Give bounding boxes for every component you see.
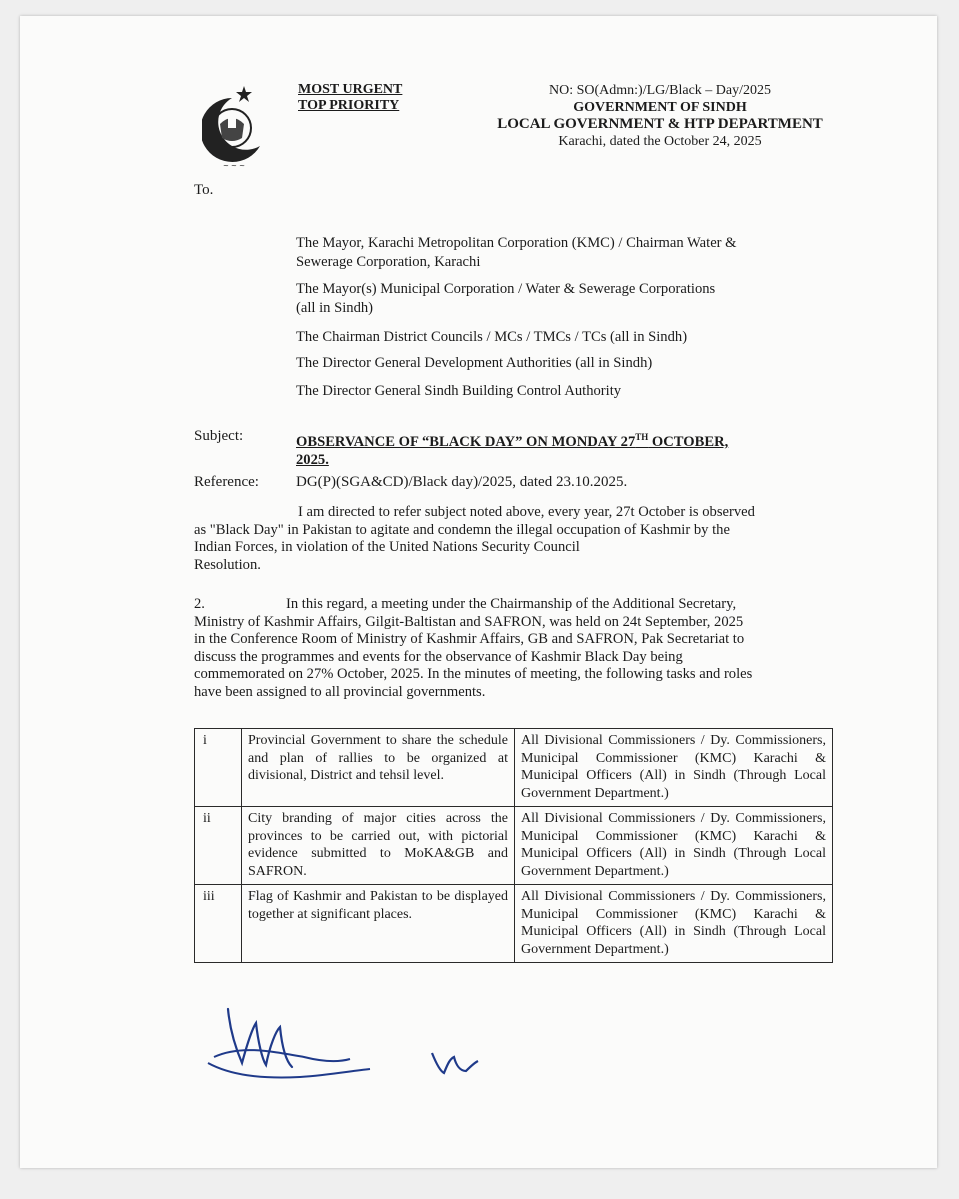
addressee-3-line-1: The Chairman District Councils / MCs / TMCs / TCs (all in Sindh) [296, 329, 688, 345]
addressee-5 [296, 382, 836, 401]
subject-line-2: 2025. [296, 451, 329, 468]
government-name: GOVERNMENT OF SINDH [573, 100, 747, 115]
task-responsibility: All Divisional Commissioners / Dy. Commissioners, Municipal Commissioner (KMC) Karachi & Municipal Officers (All) in Sindh (Through Local Government Department.) [515, 807, 833, 885]
subject-label: Subject: [194, 428, 244, 444]
addressee-1-line-1: The Mayor, Karachi Metropolitan Corporation (KMC) / Chairman Water & [296, 235, 737, 251]
addressee-3 [296, 328, 836, 347]
tasks-table [194, 728, 833, 963]
task-description: City branding of major cities across the provinces to be carried out, with pictorial evidence submitted to MoKA&GB and SAFRON. [242, 807, 515, 885]
paragraph-2-line-1: In this regard, a meeting under the Chairmanship of the Additional Secretary, [286, 596, 737, 612]
paragraph-1 [194, 504, 834, 574]
paragraph-1-line-1: I am directed to refer subject noted above, every year, 27t October is observed [298, 504, 755, 520]
to-label: To. [194, 182, 214, 198]
document-page [20, 16, 937, 1168]
table-row [195, 885, 833, 963]
addressee-1 [296, 234, 836, 272]
government-seal-icon [202, 84, 266, 170]
subject-superscript: TH [635, 432, 649, 442]
task-responsibility: All Divisional Commissioners / Dy. Commissioners, Municipal Commissioner (KMC) Karachi & Municipal Officers (All) in Sindh (Through Local Government Department.) [515, 729, 833, 807]
paragraph-2-line-3: in the Conference Room of Ministry of Kashmir Affairs, GB and SAFRON, Pak Secretariat to [194, 631, 745, 647]
addressee-2-line-1: The Mayor(s) Municipal Corporation / Water & Sewerage Corporations [296, 281, 716, 297]
reference-text: DG(P)(SGA&CD)/Black day)/2025, dated 23.10.2025. [296, 474, 628, 490]
subject-text [296, 428, 816, 469]
addressee-2-line-2: (all in Sindh) [296, 300, 374, 316]
task-number: ii [195, 807, 242, 885]
subject-line-1-end: OCTOBER, [648, 433, 729, 450]
letter-date: Karachi, dated the October 24, 2025 [558, 134, 762, 149]
paragraph-2-number: 2. [194, 596, 205, 612]
svg-text:~ ~ ~: ~ ~ ~ [222, 162, 246, 170]
addressee-2 [296, 280, 836, 318]
priority-line-2: TOP PRIORITY [298, 98, 400, 113]
table-row [195, 729, 833, 807]
subject-line-1: OBSERVANCE OF “BLACK DAY” ON MONDAY 27 [296, 433, 636, 450]
addressee-4 [296, 354, 836, 373]
addressee-5-line-1: The Director General Sindh Building Control Authority [296, 383, 622, 399]
reference-label: Reference: [194, 474, 259, 490]
addressee-1-line-2: Sewerage Corporation, Karachi [296, 254, 481, 270]
task-number: i [195, 729, 242, 807]
letterhead [460, 82, 860, 150]
paragraph-1-line-3: Indian Forces, in violation of the United Nations Security Council [194, 539, 580, 555]
paragraph-2-line-2: Ministry of Kashmir Affairs, Gilgit-Baltistan and SAFRON, was held on 24t September, 2025 [194, 613, 744, 630]
priority-marking [298, 82, 402, 114]
paragraph-1-line-2: as "Black Day" in Pakistan to agitate and condemn the illegal occupation of Kashmir by the [194, 521, 730, 538]
priority-line-1: MOST URGENT [298, 82, 403, 97]
paragraph-2-line-4: discuss the programmes and events for the observance of Kashmir Black Day being [194, 648, 683, 665]
table-row [195, 807, 833, 885]
task-description: Flag of Kashmir and Pakistan to be displayed together at significant places. [242, 885, 515, 963]
paragraph-1-line-4: Resolution. [194, 556, 261, 573]
paragraph-2 [194, 596, 834, 701]
signature-icon [200, 1001, 500, 1096]
department-name: LOCAL GOVERNMENT & HTP DEPARTMENT [497, 116, 823, 132]
paragraph-2-line-6: have been assigned to all provincial governments. [194, 683, 486, 700]
reference-number: NO: SO(Admn:)/LG/Black – Day/2025 [548, 83, 772, 98]
task-number: iii [195, 885, 242, 963]
paragraph-2-line-5: commemorated on 27% October, 2025. In the minutes of meeting, the following tasks and roles [194, 666, 753, 682]
addressee-4-line-1: The Director General Development Authorities (all in Sindh) [296, 355, 653, 371]
task-description: Provincial Government to share the schedule and plan of rallies to be organized at divisional, District and tehsil level. [242, 729, 515, 807]
task-responsibility: All Divisional Commissioners / Dy. Commissioners, Municipal Commissioner (KMC) Karachi & Municipal Officers (All) in Sindh (Through Local Government Department.) [515, 885, 833, 963]
